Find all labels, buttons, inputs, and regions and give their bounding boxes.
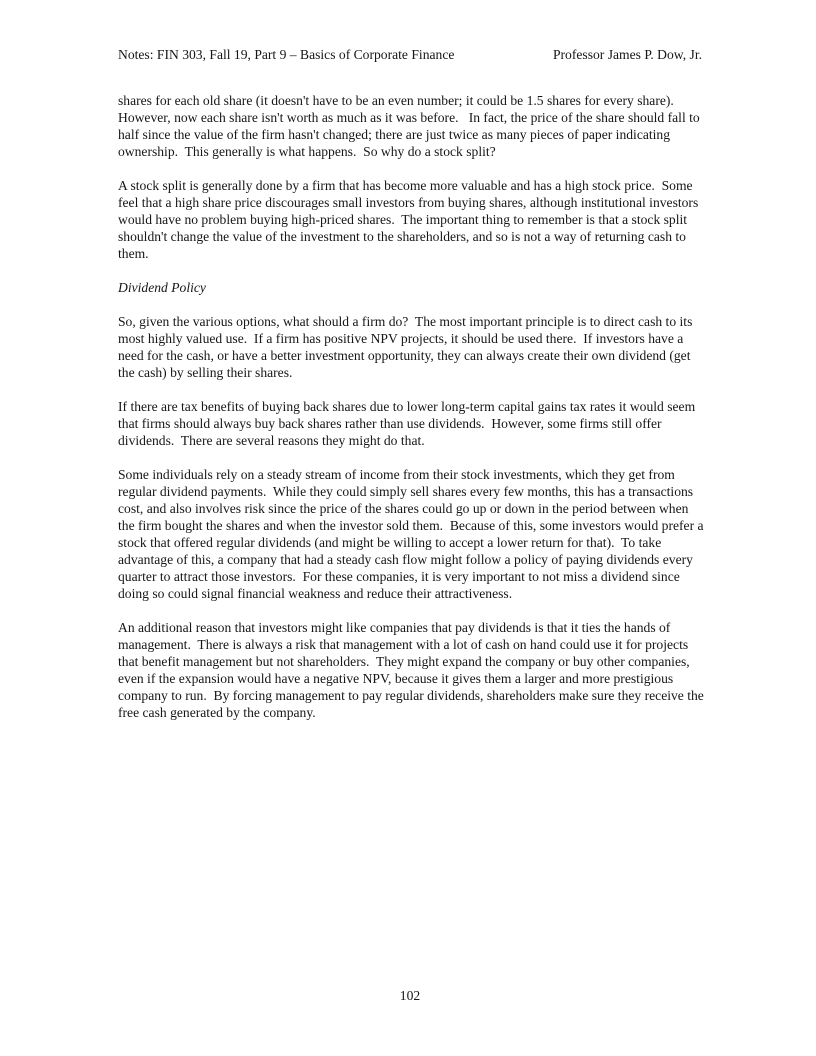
document-body <box>118 92 708 738</box>
header-course-info: Notes: FIN 303, Fall 19, Part 9 – Basics of Corporate Finance <box>118 47 455 62</box>
page-number: 102 <box>399 988 421 1003</box>
paragraph-firm-options: So, given the various options, what should a firm do? The most important principle is to direct cash to its most highly valued use. If a firm has positive NPV projects, it should be used there. If investors have a need for the cash, or have a better investment opportunity, they can always create their own dividend (get the cash) by selling their shares. <box>118 314 696 380</box>
paragraph-ties-management-hands: An additional reason that investors might like companies that pay dividends is that it ties the hands of management. There is always a risk that management with a lot of cash on hand could use it for projects that benefit management but not shareholders. They might expand the company or buy other companies, even if the expansion would have a negative NPV, because it gives them a larger and more prestigious company to run. By forcing management to pay regular dividends, shareholders make sure they receive the free cash generated by the company. <box>118 620 708 720</box>
page-header <box>118 46 702 63</box>
paragraph-stock-split-mechanics: shares for each old share (it doesn't have to be an even number; it could be 1.5 shares for every share). However, now each share isn't worth as much as it was before. In fact, the price of the share should fall to half since the value of the firm hasn't changed; there are just twice as many pieces of paper indicating ownership. This generally is what happens. So why do a stock split? <box>118 93 704 159</box>
page-footer <box>118 987 702 1004</box>
paragraph-stock-split-reason: A stock split is generally done by a firm that has become more valuable and has a high stock price. Some feel that a high share price discourages small investors from buying shares, although institutional investors would have no problem buying high-priced shares. The important thing to remember is that a stock split shouldn't change the value of the investment to the shareholders, and so is not a way of returning cash to them. <box>118 178 702 261</box>
header-professor: Professor James P. Dow, Jr. <box>552 47 702 62</box>
paragraph-tax-benefits: If there are tax benefits of buying back shares due to lower long-term capital gains tax rates it would seem that firms should always buy back shares rather than use dividends. However, some firms still offer dividends. There are several reasons they might do that. <box>118 399 699 448</box>
paragraph-steady-income: Some individuals rely on a steady stream of income from their stock investments, which they get from regular dividend payments. While they could simply sell shares every few months, this has a transactions cost, and also involves risk since the price of the shares could go up or down in the period between when the firm bought the shares and when the investor sold them. Because of this, some investors would prefer a stock that offered regular dividends (and might be willing to accept a lower return for that). To take advantage of this, a company that had a steady cash flow might follow a policy of paying dividends every quarter to attract those investors. For these companies, it is very important to not miss a dividend since doing so could signal financial weakness and reduce their attractiveness. <box>118 467 707 601</box>
section-heading-dividend-policy: Dividend Policy <box>118 280 206 295</box>
